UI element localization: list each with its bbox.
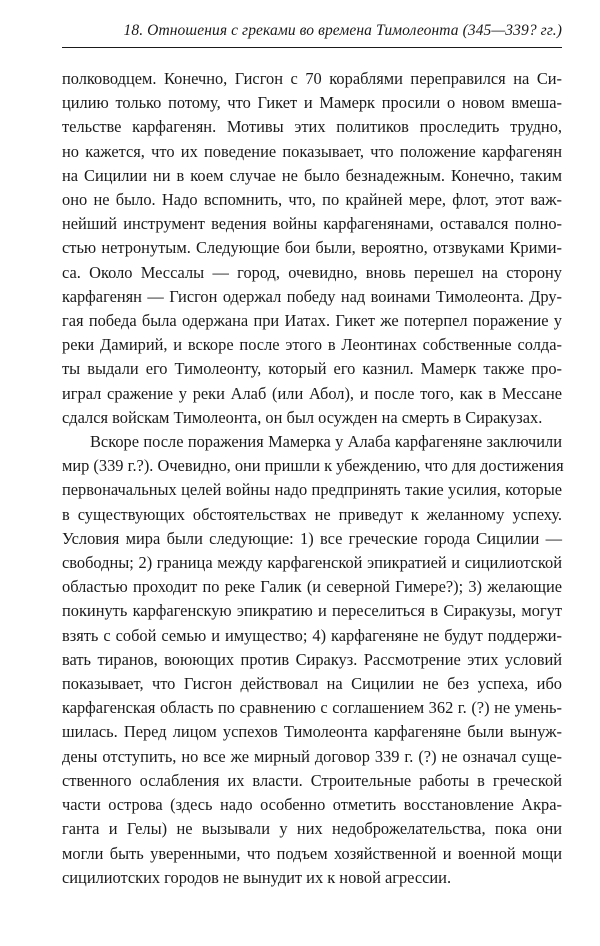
text-line: ственного ослабления их власти. Строительные работы в греческой [62,770,562,790]
text-line: полководцем. Конечно, Гисгон с 70 кораблями переправился на Си- [62,69,562,88]
text-line: стью нетронутым. Следующие бои были, вероятно, отзвуками Крими- [62,238,562,258]
text-line: карфагенян — Гисгон одержал победу над воинами Тимолеонта. Дру- [62,286,562,306]
body-text [62,67,562,890]
text-line: показывает, что Гисгон действовал на Сицилии не без успеха, ибо [62,674,562,694]
text-line: сицилиотских городов не вынудит их к новой агрессии. [62,867,452,887]
text-line: Вскоре после поражения Мамерка у Алаба карфагеняне заключили [90,432,562,452]
text-line: на Сицилии ни в коем случае не было безнадежным. Конечно, таким [62,165,562,185]
text-line: свободны; 2) граница между карфагенской эпикратией и сицилиотской [62,553,562,573]
text-line: дены отступить, но все же мирный договор 339 г. (?) не означал суще- [62,746,562,766]
text-line: гая победа была одержана при Иатах. Гикет же потерпел поражение у [62,311,562,331]
text-line: в существующих обстоятельствах не приведут к желанному успеху. [62,504,562,524]
text-line: областью проходит по реке Галик (и северной Гимере?); 3) желающие [62,577,562,597]
text-line: мир (339 г.?). Очевидно, они пришли к убеждению, что для достижения [62,456,564,476]
text-line: покинуть карфагенскую эпикратию и переселиться в Сиракузы, могут [62,601,562,621]
text-line: шилась. Перед лицом успехов Тимолеонта карфагеняне были вынуж- [62,722,562,742]
text-line: цилию только потому, что Гикет и Мамерк просили о новом вмеша- [62,93,562,113]
text-line: тельстве карфагенян. Мотивы этих политиков проследить трудно, [62,117,562,137]
text-line: вать тиранов, воюющих против Сиракуз. Рассмотрение этих условий [62,649,562,669]
text-line: играл сражение у реки Алаб (или Абол), и после того, как в Мессане [62,383,562,403]
header-rule [62,47,562,48]
text-line: первоначальных целей войны надо предпринять такие усилия, которые [62,480,562,500]
text-line: карфагенская область по сравнению с соглашением 362 г. (?) не умень- [62,698,562,718]
text-line: ганта и Гелы) не вызывали у них недоброжелательства, пока они [62,819,562,839]
text-line: са. Около Мессалы — город, очевидно, вновь перешел на сторону [62,262,562,282]
paragraph-2 [62,430,562,890]
text-line: Условия мира были следующие: 1) все греческие города Сицилии — [62,528,562,548]
text-line: ты выдали его Тимолеонту, который его казнил. Мамерк также про- [62,359,562,379]
paragraph-1 [62,67,562,430]
text-line: части острова (здесь надо особенно отметить восстановление Акра- [62,795,562,815]
text-line: оно не было. Надо вспомнить, что, по крайней мере, флот, этот важ- [62,190,562,210]
text-line: нейший инструмент ведения войны карфагенянами, оставался полно- [62,214,562,234]
text-line: взять с собой семью и имущество; 4) карфагеняне не будут поддержи- [62,625,562,645]
text-line: сдался войскам Тимолеонта, он был осужден на смерть в Сиракузах. [62,407,543,427]
text-line: могли быть уверенными, что подъем хозяйственной и военной мощи [62,843,562,863]
running-header: 18. Отношения с греками во времена Тимолеонта (345—339? гг.) [123,22,562,39]
text-line: но кажется, что их поведение показывает, что положение карфагенян [62,141,562,161]
text-line: реки Дамирий, и вскоре после этого в Леонтинах собственные солда- [62,335,562,355]
